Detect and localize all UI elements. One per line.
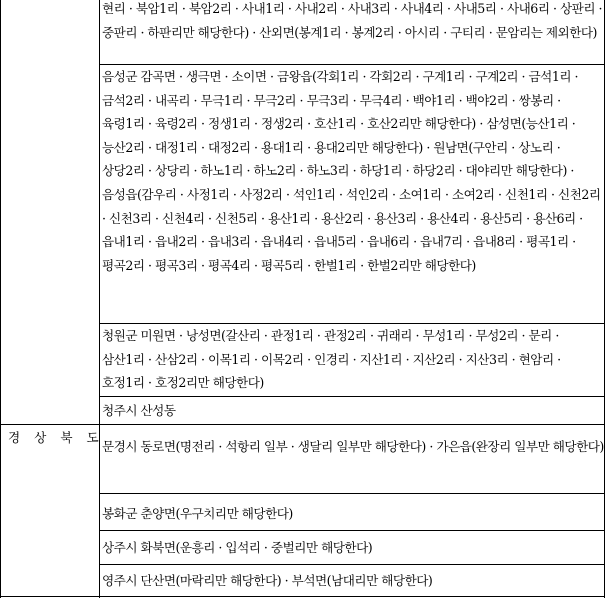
province-divider bbox=[0, 424, 605, 425]
region-cell: 현리 · 북암1리 · 북암2리 · 사내1리 · 사내2리 · 사내3리 · 사내4리 · 사내5리 · 사내6리 · 상판리 · 중판리 · 하판리만 해당한다) · 산외면(봉계1리 · 봉계2리 · 아시리 · 구티리 · 문암리는 제외한다) bbox=[102, 1, 602, 40]
table-border-left bbox=[0, 0, 1, 598]
column-divider bbox=[99, 0, 100, 598]
row-divider bbox=[99, 564, 605, 565]
region-cell: 영주시 단산면(마락리만 해당한다) · 부석면(남대리만 해당한다) bbox=[102, 573, 433, 588]
table-border-right bbox=[604, 0, 605, 598]
row-divider bbox=[99, 530, 605, 531]
table-border-bottom bbox=[0, 596, 605, 597]
region-cell: 청원군 미원면 · 낭성면(갈산리 · 관정1리 · 관정2리 · 귀래리 · 무성1리 · 무성2리 · 문리 · 삼산1리 · 산삼2리 · 이목1리 · 이목2리 · 인경리 · 지산1리 · 지산2리 · 지산3리 · 현암리 · 호정1리 · 호정2리만 해당한다) bbox=[102, 328, 561, 391]
row-divider bbox=[99, 493, 605, 494]
region-cell: 봉화군 춘양면(우구치리만 해당한다) bbox=[102, 506, 293, 521]
province-label: 경 상 북 도 bbox=[8, 430, 104, 445]
region-cell: 문경시 동로면(명전리 · 석항리 일부 · 생달리 일부만 해당한다) · 가은읍(완장리 일부만 해당한다) bbox=[102, 439, 604, 454]
row-divider bbox=[99, 396, 605, 397]
region-cell: 상주시 화북면(운흥리 · 입석리 · 중벌리만 해당한다) bbox=[102, 540, 373, 555]
region-cell: 음성군 감곡면 · 생극면 · 소이면 · 금왕읍(각회1리 · 각회2리 · 구계1리 · 구계2리 · 금석1리 · 금석2리 · 내곡리 · 무극1리 · 무극2리 · 무극3리 · 무극4리 · 백야1리 · 백야2리 · 쌍봉리 · 육령1리 · 육령2리 · 정생1리 · 정생2리 · 호산1리 · 호산2리만 해당한다) · 삼성면(능산1리 · 능산2리 · 대정1리 · 대정2리 · 용대1리 · 용대2리만 해당한다) · 원남면(구안리 · 상노리 · 상당2리 · 상당리 · 하노1리 · 하노2리 · 하노3리 · 하당1리 · 하당2리 · 대야리만 해당한다) · 음성읍(감우리 · 사정1리 · 사정2리 · 석인1리 · 석인2리 · 소여1리 · 소여2리 · 신천1리 · 신천2리 · 신천3리 · 신천4리 · 신천5리 · 용산1리 · 용산2리 · 용산3리 · 용산4리 · 용산5리 · 용산6리 · 읍내1리 · 읍내2리 · 읍내3리 · 읍내4리 · 읍내5리 · 읍내6리 · 읍내7리 · 읍내8리 · 평곡1리 · 평곡2리 · 평곡3리 · 평곡4리 · 평곡5리 · 한벌1리 · 한벌2리만 해당한다) bbox=[102, 69, 601, 273]
region-cell: 청주시 산성동 bbox=[102, 403, 176, 418]
